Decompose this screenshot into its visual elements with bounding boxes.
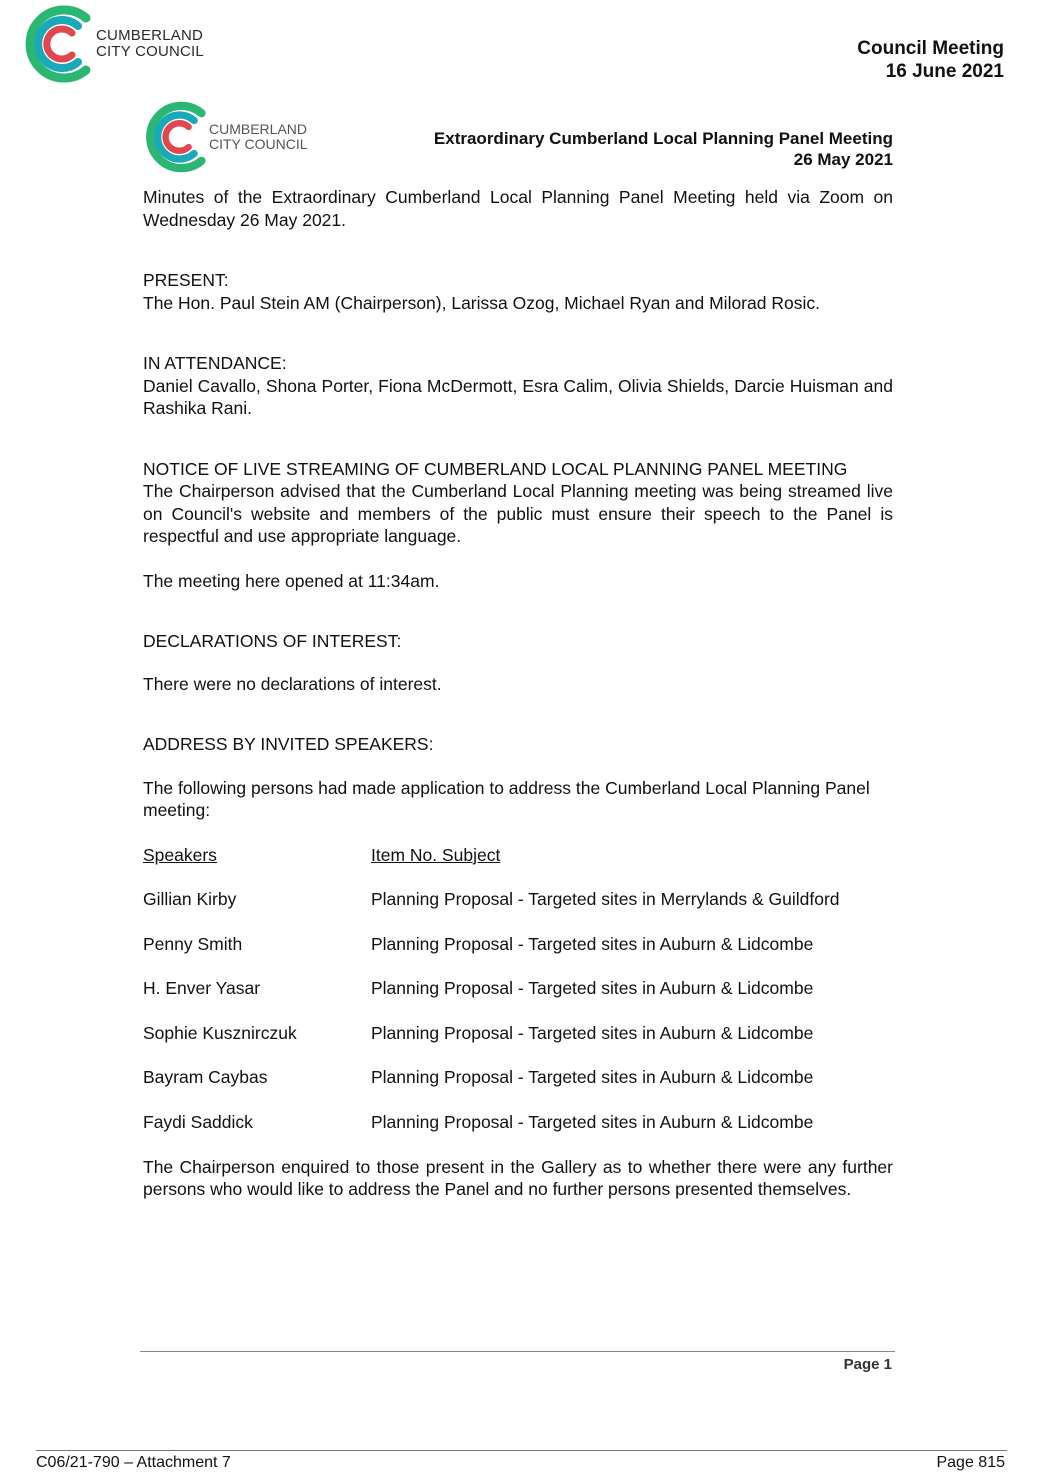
speaker-subject: Planning Proposal - Targeted sites in Merrylands & Guildford [371,889,840,910]
closing-text: The Chairperson enquired to those present in the Gallery as to whether there were any further persons who would like to address the Panel and no further persons presented themselves. [143,1156,893,1200]
notice-heading: NOTICE OF LIVE STREAMING OF CUMBERLAND LOCAL PLANNING PANEL MEETING [143,458,848,479]
speaker-name: Gillian Kirby [143,889,237,910]
speakers-header-row [143,844,893,889]
present-text: The Hon. Paul Stein AM (Chairperson), Larissa Ozog, Michael Ryan and Milorad Rosic. [143,292,820,313]
council-logo-line1: CUMBERLAND [96,27,204,45]
attendance-heading: IN ATTENDANCE: [143,353,287,373]
table-row [143,1066,893,1111]
speaker-subject: Planning Proposal - Targeted sites in Auburn & Lidcombe [371,1112,814,1133]
declarations-heading: DECLARATIONS OF INTEREST: [143,631,402,651]
speaker-name: Sophie Kusznirczuk [143,1022,297,1043]
table-row [143,888,893,933]
page-number: Page 815 [936,1454,1005,1471]
council-logo-icon [20,4,92,84]
speaker-subject: Planning Proposal - Targeted sites in Auburn & Lidcombe [371,933,814,954]
minutes-logo-icon [141,100,207,174]
council-logo-line2: CITY COUNCIL [96,43,204,60]
present-heading: PRESENT: [143,270,229,290]
minutes-logo [141,100,308,174]
page-footer-divider [36,1450,1007,1451]
minutes-title: Extraordinary Cumberland Local Planning Panel Meeting [433,129,893,148]
attachment-reference: C06/21-790 – Attachment 7 [36,1454,231,1471]
minutes-logo-text [209,122,308,151]
speaker-name: Penny Smith [143,933,243,954]
minutes-header [434,128,893,170]
table-row [143,933,893,978]
minutes-body [143,186,893,1201]
meeting-header [857,37,1004,83]
council-logo [20,4,204,84]
minutes-page-number: Page 1 [843,1356,892,1373]
speakers-col-header: Speakers [143,844,217,865]
minutes-logo-line2: CITY COUNCIL [209,136,308,152]
speaker-name: H. Enver Yasar [143,978,261,999]
attendance-text: Daniel Cavallo, Shona Porter, Fiona McDermott, Esra Calim, Olivia Shields, Darcie Huisman and Rashika Rani. [143,375,893,418]
table-row [143,1111,893,1156]
speaker-subject: Planning Proposal - Targeted sites in Auburn & Lidcombe [371,1022,814,1043]
subject-col-header: Item No. Subject [371,844,501,865]
table-row [143,977,893,1022]
speaker-name: Bayram Caybas [143,1067,268,1088]
meeting-opened: The meeting here opened at 11:34am. [143,570,440,591]
speakers-intro: The following persons had made application to address the Cumberland Local Planning Panel meeting: [143,777,870,820]
speaker-subject: Planning Proposal - Targeted sites in Auburn & Lidcombe [371,1067,814,1088]
minutes-intro: Minutes of the Extraordinary Cumberland Local Planning Panel Meeting held via Zoom on Wednesday 26 May 2021. [143,187,893,230]
minutes-date: 26 May 2021 [793,150,893,169]
council-logo-text [96,28,204,60]
minutes-logo-line1: CUMBERLAND [209,121,308,138]
speaker-subject: Planning Proposal - Targeted sites in Auburn & Lidcombe [371,978,814,999]
speaker-name: Faydi Saddick [143,1112,253,1133]
speakers-table [143,844,893,1156]
minutes-footer-divider [140,1351,895,1352]
speakers-heading: ADDRESS BY INVITED SPEAKERS: [143,734,434,754]
meeting-date: 16 June 2021 [885,61,1004,82]
notice-text: The Chairperson advised that the Cumberland Local Planning meeting was being streamed live on Council's website and members of the public must ensure their speech to the Panel is respectful and use appropriate language. [143,481,893,546]
declarations-text: There were no declarations of interest. [143,673,442,694]
table-row [143,1022,893,1067]
meeting-title: Council Meeting [857,38,1004,59]
